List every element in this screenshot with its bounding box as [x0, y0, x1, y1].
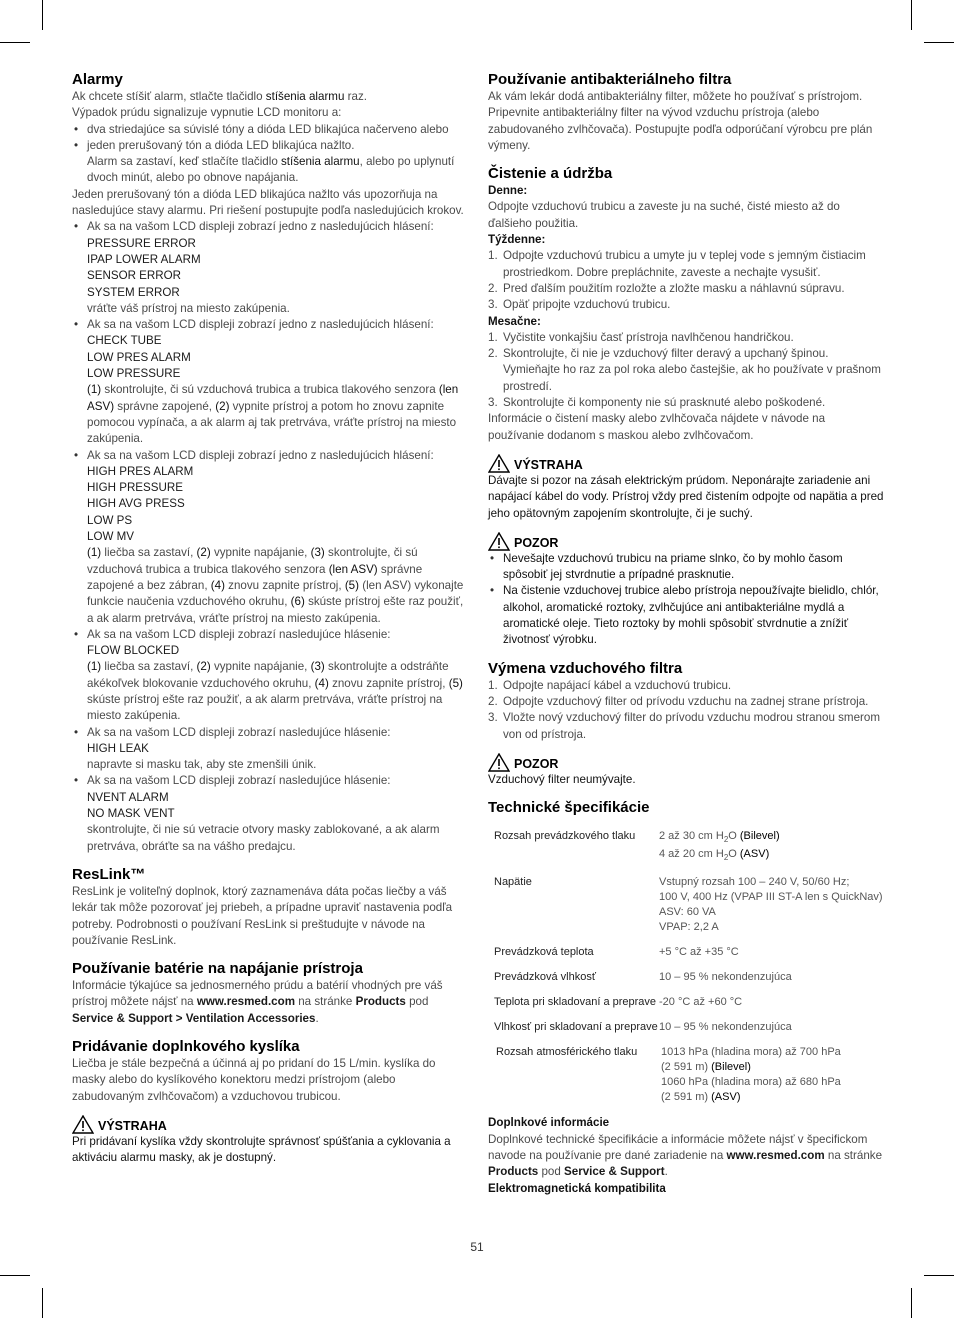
- daily-label: Denne:: [488, 184, 528, 198]
- reslink-title: ResLink™: [72, 865, 146, 883]
- alarm-action: (1) liečba sa zastaví, (2) vypnite napájanie, (3) skontrolujte a odstráňte akékoľvek blokovanie vzduchového okruhu, (4) znovu zapnite prístroj, (5) skúste prístroj ešte raz použiť, a ak alarm pretrváva, vráťte prístroj na miesto zakúpenia.: [87, 660, 463, 723]
- filter-caution-text: Vzduchový filter neumývajte.: [488, 772, 636, 786]
- crop-mark: [0, 1275, 30, 1276]
- crop-mark: [911, 1288, 912, 1318]
- filter-text: Ak vám lekár dodá antibakteriálny filter, môžete ho používať s prístrojom. Pripevnite antibakteriálny filter na vývod vzduchu prístroja (alebo zabudovaného zvlhčovača). Postupujte podľa odporúčaní výrobcu pre plán výmeny.: [488, 90, 873, 152]
- alarm-code: CHECK TUBE: [87, 334, 162, 348]
- alarm-code: LOW PS: [87, 513, 133, 527]
- caution-heading: [488, 532, 884, 551]
- power-fail-list: [72, 122, 468, 155]
- caution-label: POZOR: [514, 756, 559, 771]
- alarm-code: FLOW BLOCKED: [87, 644, 180, 658]
- alarm-code: HIGH AVG PRESS: [87, 497, 185, 511]
- alarm-action: skontrolujte, či nie sú vetracie otvory masky zablokované, a ak alarm pretrváva, obráťte sa na vášho predajcu.: [87, 823, 440, 853]
- alarm-code: LOW PRES ALARM: [87, 350, 191, 364]
- list-item: 3. Opäť pripojte vzduchovú trubicu.: [488, 298, 671, 312]
- left-column: [72, 70, 468, 1167]
- caution-label: POZOR: [514, 535, 559, 550]
- battery-title: Používanie batérie na napájanie prístroja: [72, 960, 363, 978]
- list-item: • Na čistenie vzduchovej trubice alebo prístroja nepoužívajte bielidlo, chlór, alkohol, aromatické roztoky, zvlhčujúce ani antibakteriálne mydlá a aromatické oleje. Tieto roztoky by mohli spôsobiť stvrdnutie a znížiť životnosť výrobku.: [488, 583, 884, 648]
- warning-triangle-icon: [72, 1115, 94, 1134]
- alarm-action: (1) liečba sa zastaví, (2) vypnite napájanie, (3) skontrolujte, či sú vzduchová trubica a trubica tlakového senzora (len ASV) správne zapojené a bez zábran, (4) znovu zapnite prístroj, (5) (len ASV) vykonajte funkcie naučenia vzduchového okruhu, (6) skúste prístroj ešte raz použiť, a ak alarm pretrváva, vráťte prístroj na miesto zakúpenia.: [87, 546, 464, 625]
- alarm-group-6: • Ak sa na vašom LCD displeji zobrazí nasledujúce hlásenie: NVENT ALARM NO MASK VENT skontrolujte, či nie sú vetracie otvory masky zablokované, a ak alarm pretrváva, obráťte sa na vášho predajcu.: [72, 773, 468, 854]
- table-row: Vlhkosť pri skladovaní a preprave 10 – 95 % nekondenzujúca: [494, 1021, 792, 1034]
- extra-info-text: Doplnkové technické špecifikácie a informácie môžete nájsť v špecifickom navode na používanie pre dané zariadenie na www.resmed.com na stránke Products pod Service & Support.: [488, 1132, 883, 1179]
- caution-list: [488, 551, 884, 649]
- spec-table: [488, 829, 884, 1105]
- crop-mark: [42, 1288, 43, 1318]
- alarm-code: LOW MV: [87, 530, 135, 544]
- table-row: Rozsah prevádzkového tlaku 2 až 30 cm $H_2O$ (Bilevel) 4 až 20 cm $H_2O$ (ASV): [494, 830, 780, 863]
- replace-list: [488, 678, 884, 743]
- alarm-code: NO MASK VENT: [87, 807, 175, 821]
- alarm-group-1: • Ak sa na vašom LCD displeji zobrazí jedno z nasledujúcich hlásení: PRESSURE ERROR IPAP LOWER ALARM SENSOR ERROR SYSTEM ERROR vráťte váš prístroj na miesto zakúpenia.: [72, 219, 468, 317]
- extra-info-label: Doplnkové informácie: [488, 1116, 610, 1130]
- list-item: 2. Pred ďalším použitím rozložte a zložte masku a náhlavnú súpravu.: [488, 281, 845, 295]
- warning-label: VÝSTRAHA: [514, 457, 583, 472]
- reslink-text: ResLink je voliteľný doplnok, ktorý zaznamenáva dáta počas liečby a váš lekár tak môže pozorovať jej priebeh, a prípadne upraviť nastavenia podľa potreby. Podrobnosti o používaní ResLink si preštudujte v návode na používanie ResLink.: [72, 884, 453, 947]
- list-item: 1. Odpojte vzduchovú trubicu a umyte ju v teplej vode s jemným čistiacim prostriedkom. Dobre prepláchnite, zaveste a nechajte vysušiť.: [488, 249, 866, 279]
- crop-mark: [42, 0, 43, 30]
- alarm-group-5: • Ak sa na vašom LCD displeji zobrazí nasledujúce hlásenie: HIGH LEAK napravte si masku tak, aby ste zmenšili únik.: [72, 725, 468, 774]
- list-item: • Nevešajte vzduchovú trubicu na priame slnko, čo by mohlo časom spôsobiť jej stvrdnutie a prípadné prasknutie.: [488, 551, 884, 584]
- warning-triangle-icon: [488, 454, 510, 473]
- crop-mark: [911, 0, 912, 30]
- emc-label: Elektromagnetická kompatibilita: [488, 1181, 666, 1195]
- alarm-group-4: • Ak sa na vašom LCD displeji zobrazí nasledujúce hlásenie: FLOW BLOCKED (1) liečba sa zastaví, (2) vypnite napájanie, (3) skontrolujte a odstráňte akékoľvek blokovanie vzduchového okruhu, (4) znovu zapnite prístroj, (5) skúste prístroj ešte raz použiť, a ak alarm pretrváva, vráťte prístroj na miesto zakúpenia.: [72, 627, 468, 725]
- alarm-action: (1) skontrolujte, či sú vzduchová trubica a trubica tlakového senzora (len ASV) správne zapojené, (2) vypnite prístroj a potom ho znovu zapnite pomocou vypínača, a ak alarm aj tak pretrváva, vráťte prístroj na miesto zakúpenia.: [87, 383, 459, 446]
- cleaning-title: Čistenie a údržba: [488, 165, 613, 183]
- list-item: 1. Odpojte napájací kábel a vzduchovú trubicu.: [488, 678, 732, 692]
- alarm-code: HIGH PRESSURE: [87, 481, 183, 495]
- list-item: • jeden prerušovaný tón a dióda LED blikajúca nažlto.: [72, 138, 468, 154]
- alarm-code: SYSTEM ERROR: [87, 285, 180, 299]
- list-item: 3. Skontrolujte či komponenty nie sú prasknuté alebo poškodené.: [488, 396, 826, 410]
- crop-mark: [0, 42, 30, 43]
- alarm-action: napravte si masku tak, aby ste zmenšili únik.: [87, 758, 317, 772]
- list-item: 2. Skontrolujte, či nie je vzduchový filter deravý a upchaný špinou. Vymieňajte ho raz za pol roka alebo častejšie, ak ho používate v prašnom prostredí.: [488, 347, 881, 393]
- alarm-action: vráťte váš prístroj na miesto zakúpenia.: [87, 301, 290, 315]
- list-item: 3. Vložte nový vzduchový filter do prívodu vzduchu modrou stranou smerom von od prístroja.: [488, 711, 880, 741]
- table-row: Prevádzková vlhkosť 10 – 95 % nekondenzujúca: [494, 971, 792, 984]
- table-row: Rozsah atmosférického tlaku 1013 hPa (hladina mora) až 700 hPa (2 591 m) (Bilevel) 1060 hPa (hladina mora) až 680 hPa (2 591 m) (ASV): [496, 1046, 841, 1104]
- oxygen-title: Pridávanie doplnkového kyslíka: [72, 1038, 300, 1056]
- alarmy-power-text: Výpadok prúdu signalizuje vypnutie LCD monitoru a:: [72, 106, 342, 120]
- caution-heading: [488, 753, 884, 772]
- cleaning-note: Informácie o čistení masky alebo zvlhčovača nájdete v návode na používanie dodanom s maskou alebo zvlhčovačom.: [488, 412, 826, 442]
- weekly-label: Týždenne:: [488, 233, 546, 247]
- table-row: Teplota pri skladovaní a preprave -20 °C až +60 °C: [494, 996, 743, 1009]
- alarm-code: IPAP LOWER ALARM: [87, 252, 201, 266]
- oxygen-text: Liečba je stále bezpečná a účinná aj po pridaní do 15 L/min. kyslíka do masky alebo do kyslíkového konektoru medzi prístrojom (alebo zabudovaným zvlhčovačom) a vzduchovou trubicou.: [72, 1057, 436, 1103]
- alarm-code: HIGH PRES ALARM: [87, 464, 194, 478]
- monthly-list: [488, 330, 884, 411]
- weekly-list: [488, 248, 884, 313]
- table-row: Prevádzková teplota +5 °C až +35 °C: [494, 946, 739, 959]
- crop-mark: [924, 1275, 954, 1276]
- alarm-code: PRESSURE ERROR: [87, 236, 196, 250]
- alarm-code: LOW PRESSURE: [87, 367, 181, 381]
- caution-triangle-icon: [488, 753, 510, 772]
- alarm-code: HIGH LEAK: [87, 741, 149, 755]
- alarm-stop-text: Alarm sa zastaví, keď stlačíte tlačidlo stíšenia alarmu, alebo po uplynutí dvoch minút, alebo po obnove napájania.: [87, 155, 455, 185]
- right-column: [488, 70, 884, 1197]
- tech-spec-title: Technické špecifikácie: [488, 799, 650, 817]
- monthly-label: Mesačne:: [488, 314, 541, 328]
- alarm-group-3: • Ak sa na vašom LCD displeji zobrazí jedno z nasledujúcich hlásení: HIGH PRES ALARM HIGH PRESSURE HIGH AVG PRESS LOW PS LOW MV (1) liečba sa zastaví, (2) vypnite napájanie, (3) skontrolujte, či sú vzduchová trubica a trubica tlakového senzora (len ASV) správne zapojené a bez zábran, (4) znovu zapnite prístroj, (5) (len ASV) vykonajte funkcie naučenia vzduchového okruhu, (6) skúste prístroj ešte raz použiť, a ak alarm pretrváva, vráťte prístroj na miesto zakúpenia.: [72, 448, 468, 627]
- warning-heading: [488, 454, 884, 473]
- page-number: 51: [470, 1240, 484, 1254]
- crop-mark: [924, 42, 954, 43]
- list-item: 1. Vyčistite vonkajšiu časť prístroja navlhčenou handričkou.: [488, 330, 794, 344]
- alarmy-intro: Ak chcete stíšiť alarm, stlačte tlačidlo stíšenia alarmu raz.: [72, 90, 367, 103]
- alarm-list: [72, 219, 468, 855]
- alarm-group-2: • Ak sa na vašom LCD displeji zobrazí jedno z nasledujúcich hlásení: CHECK TUBE LOW PRES ALARM LOW PRESSURE (1) skontrolujte, či sú vzduchová trubica a trubica tlakového senzora (len ASV) správne zapojené, (2) vypnite prístroj a potom ho znovu zapnite pomocou vypínača, a ak alarm aj tak pretrváva, vráťte prístroj na miesto zakúpenia.: [72, 317, 468, 447]
- warning-heading: [72, 1115, 468, 1134]
- caution-triangle-icon: [488, 532, 510, 551]
- list-item: • dva striedajúce sa súvislé tóny a dióda LED blikajúca načerveno alebo: [72, 122, 468, 138]
- filter-title: Používanie antibakteriálneho filtra: [488, 71, 732, 88]
- battery-text: Informácie týkajúce sa jednosmerného prúdu a batérií vhodných pre váš prístroj môžete nájsť na www.resmed.com na stránke Products pod Service & Support > Ventilation Accessories.: [72, 979, 443, 1025]
- alarm-code: NVENT ALARM: [87, 790, 169, 804]
- alarm-code: SENSOR ERROR: [87, 269, 182, 283]
- warning-label: VÝSTRAHA: [98, 1118, 167, 1133]
- cleaning-warning-text: Dávajte si pozor na zásah elektrickým prúdom. Neponárajte zariadenie ani napájací kábel do vody. Prístroj vždy pred čistením odpojte od napätia a pred jeho opätovným zapojením skontrolujte, či je suchý.: [488, 473, 884, 520]
- daily-text: Odpojte vzduchovú trubicu a zaveste ju na suché, čisté miesto až do ďalšieho použitia.: [488, 200, 840, 230]
- alarmy-title: Alarmy: [72, 71, 123, 88]
- table-row: Napätie Vstupný rozsah 100 – 240 V, 50/60 Hz; 100 V, 400 Hz (VPAP III ST-A len s QuickNav) ASV: 60 VA VPAP: 2,2 A: [494, 876, 883, 934]
- oxygen-warning-text: Pri pridávaní kyslíka vždy skontrolujte správnosť spúšťania a cyklovania a aktiváciu alarmu masky, ak je dostupný.: [72, 1134, 451, 1165]
- list-item: 2. Odpojte vzduchový filter od prívodu vzduchu na zadnej strane prístroja.: [488, 694, 869, 708]
- alarm-conditions-text: Jeden prerušovaný tón a dióda LED blikajúca nažlto vás upozorňuja na nasledujúce stavy alarmu. Pri riešení postupujte podľa nasledujúcich krokov.: [72, 187, 464, 218]
- replace-filter-title: Výmena vzduchového filtra: [488, 659, 683, 677]
